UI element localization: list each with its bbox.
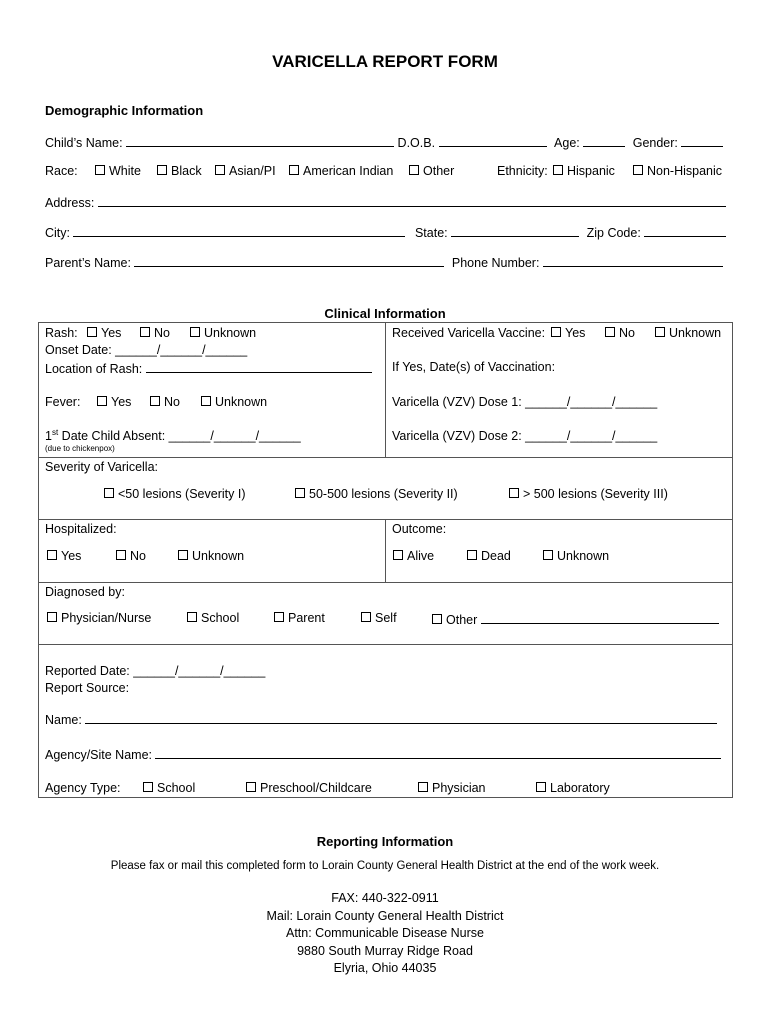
outcome-unknown[interactable]: Unknown xyxy=(543,549,609,564)
checkbox[interactable] xyxy=(467,550,477,560)
checkbox[interactable] xyxy=(551,327,561,337)
ethnicity-label: Ethnicity: xyxy=(497,164,548,178)
gender-label: Gender: xyxy=(632,136,678,150)
severity-option-2[interactable]: 50-500 lesions (Severity II) xyxy=(295,487,458,502)
checkbox[interactable] xyxy=(289,165,299,175)
zip-label: Zip Code: xyxy=(586,226,641,240)
street-address: 9880 South Murray Ridge Road xyxy=(297,943,473,958)
diagnosed-by-label: Diagnosed by: xyxy=(45,585,125,599)
if-yes-dates-label: If Yes, Date(s) of Vaccination: xyxy=(392,360,556,374)
fever-yes[interactable]: Yes xyxy=(97,395,131,410)
checkbox[interactable] xyxy=(116,550,126,560)
race-option-black[interactable]: Black xyxy=(157,164,202,179)
received-vaccine-label: Received Varicella Vaccine: xyxy=(392,326,546,340)
checkbox[interactable] xyxy=(178,550,188,560)
agency-site-row xyxy=(45,746,721,763)
due-to-chickenpox-note: (due to chickenpox) xyxy=(45,444,115,453)
hospitalized-label: Hospitalized: xyxy=(45,522,117,536)
gender-field[interactable] xyxy=(681,134,723,147)
checkbox[interactable] xyxy=(295,488,305,498)
divider xyxy=(38,457,732,458)
agency-laboratory[interactable]: Laboratory xyxy=(536,781,610,796)
checkbox[interactable] xyxy=(157,165,167,175)
reported-date[interactable]: Reported Date: ______/______/______ xyxy=(45,664,266,678)
race-label: Race: xyxy=(45,164,78,178)
vaccine-no[interactable]: No xyxy=(605,326,635,341)
name-label: Name: xyxy=(45,713,82,727)
city-row xyxy=(45,224,726,241)
form-title: VARICELLA REPORT FORM xyxy=(272,52,498,71)
childs-name-row xyxy=(45,134,723,151)
divider xyxy=(38,644,732,645)
diagnosed-school[interactable]: School xyxy=(187,611,239,626)
diagnosed-self[interactable]: Self xyxy=(361,611,397,626)
divider xyxy=(38,582,732,583)
hospitalized-no[interactable]: No xyxy=(116,549,146,564)
agency-site-label: Agency/Site Name: xyxy=(45,748,152,762)
hospitalized-yes[interactable]: Yes xyxy=(47,549,81,564)
vaccine-yes[interactable]: Yes xyxy=(551,326,585,341)
agency-type-label: Agency Type: xyxy=(45,781,121,795)
checkbox[interactable] xyxy=(104,488,114,498)
state-label: State: xyxy=(414,226,448,240)
date-child-absent[interactable]: 1st Date Child Absent: ______/______/______ xyxy=(45,427,301,443)
dose2[interactable]: Varicella (VZV) Dose 2: ______/______/______ xyxy=(392,429,658,443)
vaccine-unknown[interactable]: Unknown xyxy=(655,326,721,341)
phone-field[interactable] xyxy=(543,254,723,267)
location-of-rash-field[interactable] xyxy=(146,360,372,373)
diagnosed-parent[interactable]: Parent xyxy=(274,611,325,626)
checkbox[interactable] xyxy=(47,612,57,622)
race-option-american-indian[interactable]: American Indian xyxy=(289,164,393,179)
agency-site-field[interactable] xyxy=(155,746,721,759)
report-source-label: Report Source: xyxy=(45,681,130,695)
ethnicity-option-hispanic[interactable]: Hispanic xyxy=(553,164,615,179)
checkbox[interactable] xyxy=(190,327,200,337)
onset-date[interactable]: Onset Date: ______/______/______ xyxy=(45,343,248,357)
age-field[interactable] xyxy=(583,134,625,147)
fax-number: FAX: 440-322-0911 xyxy=(331,891,439,905)
checkbox[interactable] xyxy=(553,165,563,175)
reporting-heading: Reporting Information xyxy=(316,834,454,849)
checkbox[interactable] xyxy=(187,612,197,622)
severity-option-3[interactable]: > 500 lesions (Severity III) xyxy=(509,487,668,502)
name-field[interactable] xyxy=(85,711,717,724)
checkbox[interactable] xyxy=(605,327,615,337)
checkbox[interactable] xyxy=(509,488,519,498)
checkbox[interactable] xyxy=(361,612,371,622)
attn: Attn: Communicable Disease Nurse xyxy=(286,926,484,940)
demographic-heading: Demographic Information xyxy=(45,103,204,118)
rash-no[interactable]: No xyxy=(140,326,170,341)
checkbox[interactable] xyxy=(95,165,105,175)
diagnosed-physician[interactable]: Physician/Nurse xyxy=(47,611,151,626)
state-field[interactable] xyxy=(451,224,579,237)
checkbox[interactable] xyxy=(150,396,160,406)
checkbox[interactable] xyxy=(633,165,643,175)
race-option-asian[interactable]: Asian/PI xyxy=(215,164,276,179)
checkbox[interactable] xyxy=(47,550,57,560)
city-state-zip: Elyria, Ohio 44035 xyxy=(333,961,437,975)
clinical-heading: Clinical Information xyxy=(324,306,446,321)
checkbox[interactable] xyxy=(393,550,403,560)
parents-name-field[interactable] xyxy=(134,254,444,267)
reporting-instruction: Please fax or mail this completed form to Lorain County General Health District at the end of the work week. xyxy=(110,860,660,872)
race-option-other[interactable]: Other xyxy=(409,164,454,179)
checkbox[interactable] xyxy=(143,782,153,792)
severity-option-1[interactable]: <50 lesions (Severity I) xyxy=(104,487,245,502)
city-label: City: xyxy=(45,226,70,240)
divider xyxy=(385,322,386,457)
checkbox[interactable] xyxy=(274,612,284,622)
rash-label: Rash: xyxy=(45,326,78,340)
checkbox[interactable] xyxy=(201,396,211,406)
parents-name-label: Parent’s Name: xyxy=(45,256,131,270)
checkbox[interactable] xyxy=(655,327,665,337)
address-field[interactable] xyxy=(98,194,726,207)
ethnicity-option-non-hispanic[interactable]: Non-Hispanic xyxy=(633,164,722,179)
checkbox[interactable] xyxy=(432,614,442,624)
zip-field[interactable] xyxy=(644,224,726,237)
checkbox[interactable] xyxy=(246,782,256,792)
checkbox[interactable] xyxy=(418,782,428,792)
mail-to: Mail: Lorain County General Health District xyxy=(266,908,504,923)
age-label: Age: xyxy=(554,136,580,150)
checkbox[interactable] xyxy=(140,327,150,337)
agency-school[interactable]: School xyxy=(143,781,195,796)
outcome-label: Outcome: xyxy=(392,522,447,536)
diagnosed-other[interactable]: Other xyxy=(432,611,719,628)
dob-label: D.O.B. xyxy=(397,136,436,150)
location-of-rash-label: Location of Rash: xyxy=(45,362,143,376)
name-row xyxy=(45,711,717,728)
location-row xyxy=(45,360,372,377)
checkbox[interactable] xyxy=(87,327,97,337)
checkbox[interactable] xyxy=(543,550,553,560)
hospitalized-unknown[interactable]: Unknown xyxy=(178,549,244,564)
outcome-dead[interactable]: Dead xyxy=(467,549,511,564)
childs-name-field[interactable] xyxy=(126,134,394,147)
agency-preschool[interactable]: Preschool/Childcare xyxy=(246,781,372,796)
childs-name-label: Child’s Name: xyxy=(45,136,123,150)
city-field[interactable] xyxy=(73,224,405,237)
rash-yes[interactable]: Yes xyxy=(87,326,121,341)
race-option-white[interactable]: White xyxy=(95,164,141,179)
parent-row xyxy=(45,254,723,271)
dose1[interactable]: Varicella (VZV) Dose 1: ______/______/______ xyxy=(392,395,658,409)
severity-label: Severity of Varicella: xyxy=(45,460,159,474)
fever-unknown[interactable]: Unknown xyxy=(201,395,267,410)
rash-unknown[interactable]: Unknown xyxy=(190,326,256,341)
outcome-alive[interactable]: Alive xyxy=(393,549,434,564)
checkbox[interactable] xyxy=(97,396,107,406)
address-row xyxy=(45,194,726,211)
checkbox[interactable] xyxy=(536,782,546,792)
phone-label: Phone Number: xyxy=(451,256,540,270)
address-label: Address: xyxy=(45,196,95,210)
checkbox[interactable] xyxy=(215,165,225,175)
checkbox[interactable] xyxy=(409,165,419,175)
dob-field[interactable] xyxy=(439,134,547,147)
divider xyxy=(385,519,386,582)
diagnosed-other-field[interactable] xyxy=(481,611,719,624)
fever-label: Fever: xyxy=(45,395,81,409)
fever-no[interactable]: No xyxy=(150,395,180,410)
agency-physician[interactable]: Physician xyxy=(418,781,486,796)
